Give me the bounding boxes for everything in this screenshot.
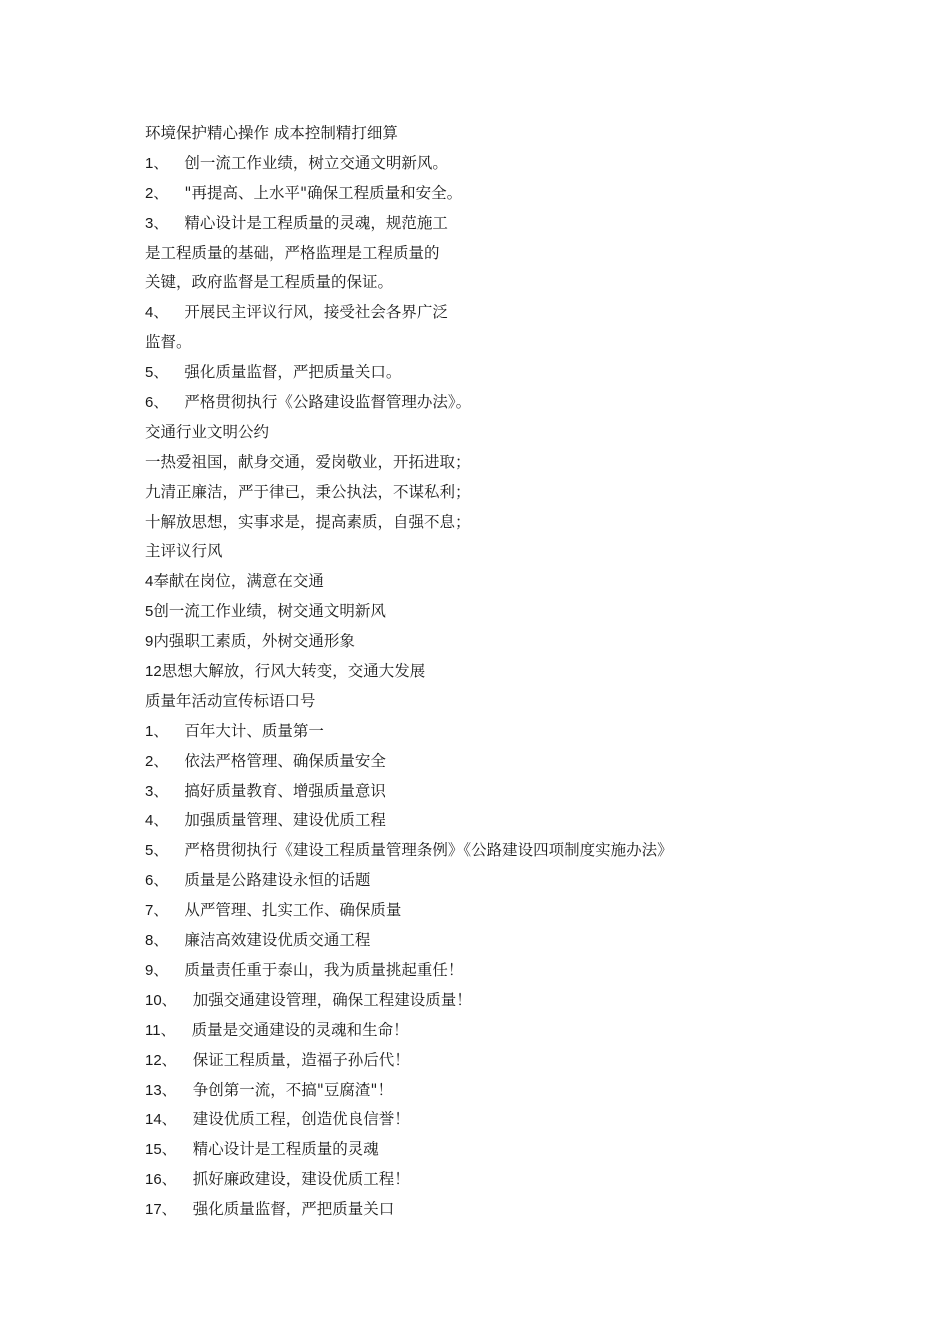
text-line: [145, 508, 925, 538]
text-line: [145, 687, 925, 717]
line-text: 十解放思想，实事求是，提高素质，自强不息；: [145, 512, 471, 531]
line-number: 17、: [145, 1201, 177, 1219]
line-text: 搞好质量教育、增强质量意识: [184, 781, 386, 800]
text-line: [145, 448, 925, 478]
text-line: [145, 328, 925, 358]
line-text: 质量是公路建设永恒的话题: [184, 871, 371, 890]
line-text: "再提高、上水平"确保工程质量和安全。: [184, 183, 463, 202]
line-text: 百年大计、质量第一: [184, 721, 324, 740]
text-line: [145, 1046, 925, 1076]
text-line: [145, 209, 925, 239]
text-line: [145, 478, 925, 508]
text-line: [145, 119, 925, 149]
text-line: [145, 1105, 925, 1135]
line-text: 一热爱祖国，献身交通，爱岗敬业，开拓进取；: [145, 452, 471, 471]
line-number: 16、: [145, 1171, 177, 1189]
text-line: [145, 388, 925, 418]
line-number: 10、: [145, 991, 177, 1009]
document-body: [145, 119, 925, 1225]
line-number: 1、: [145, 154, 169, 172]
line-text: 精心设计是工程质量的灵魂，规范施工: [184, 213, 448, 232]
text-line: [145, 298, 925, 328]
line-text: 精心设计是工程质量的灵魂: [192, 1140, 379, 1159]
line-text: 奉献在岗位，满意在交通: [153, 572, 324, 591]
text-line: [145, 1135, 925, 1165]
line-text: 质量年活动宣传标语口号: [145, 691, 316, 710]
line-text: 是工程质量的基础，严格监理是工程质量的: [145, 243, 440, 262]
text-line: [145, 179, 925, 209]
line-text: 建设优质工程，创造优良信誉！: [192, 1110, 410, 1129]
line-text: 争创第一流，不搞"豆腐渣"！: [192, 1080, 393, 1099]
line-number: 1、: [145, 722, 169, 740]
line-number: 2、: [145, 184, 169, 202]
line-number: 6、: [145, 872, 169, 890]
text-line: [145, 537, 925, 567]
line-text: 监督。: [145, 333, 192, 352]
line-number: 14、: [145, 1111, 177, 1129]
line-number: 5、: [145, 842, 169, 860]
text-line: [145, 1076, 925, 1106]
line-number: 12、: [145, 1051, 177, 1069]
line-text: 质量责任重于泰山，我为质量挑起重任！: [184, 960, 464, 979]
line-text: 保证工程质量，造福子孙后代！: [192, 1050, 410, 1069]
line-text: 加强质量管理、建设优质工程: [184, 811, 386, 830]
line-number: 5、: [145, 364, 169, 382]
line-number: 4、: [145, 812, 169, 830]
line-text: 严格贯彻执行《建设工程质量管理条例》《公路建设四项制度实施办法》: [184, 841, 673, 860]
line-number: 5: [145, 603, 154, 621]
text-line: [145, 597, 925, 627]
line-text: 质量是交通建设的灵魂和生命！: [191, 1020, 409, 1039]
line-text: 依法严格管理、确保质量安全: [184, 751, 386, 770]
line-number: 6、: [145, 394, 169, 412]
line-number: 9: [145, 633, 154, 651]
text-line: [145, 657, 925, 687]
text-line: [145, 1016, 925, 1046]
line-number: 15、: [145, 1141, 177, 1159]
line-text: 环境保护精心操作 成本控制精打细算: [145, 124, 398, 142]
line-number: 7、: [145, 902, 169, 920]
text-line: [145, 239, 925, 269]
text-line: [145, 956, 925, 986]
line-text: 强化质量监督，严把质量关口: [192, 1200, 395, 1219]
line-text: 九清正廉洁，严于律已，秉公执法，不谋私利；: [145, 482, 471, 501]
line-number: 11、: [145, 1021, 176, 1039]
line-text: 加强交通建设管理，确保工程建设质量！: [192, 990, 472, 1009]
line-number: 4、: [145, 304, 169, 322]
text-line: [145, 986, 925, 1016]
text-line: [145, 149, 925, 179]
line-number: 8、: [145, 932, 169, 950]
line-number: 3、: [145, 214, 169, 232]
line-text: 交通行业文明公约: [145, 422, 270, 441]
line-number: 13、: [145, 1081, 177, 1099]
text-line: [145, 896, 925, 926]
text-line: [145, 806, 925, 836]
line-text: 创一流工作业绩，树立交通文明新风。: [184, 153, 448, 172]
text-line: [145, 717, 925, 747]
line-number: 2、: [145, 752, 169, 770]
line-text: 关键，政府监督是工程质量的保证。: [145, 273, 394, 292]
line-number: 3、: [145, 782, 169, 800]
text-line: [145, 836, 925, 866]
line-text: 从严管理、扎实工作、确保质量: [184, 901, 402, 920]
line-text: 强化质量监督，严把质量关口。: [184, 363, 402, 382]
line-text: 开展民主评议行风，接受社会各界广泛: [184, 303, 448, 322]
text-line: [145, 926, 925, 956]
line-text: 严格贯彻执行《公路建设监督管理办法》。: [184, 393, 472, 412]
line-text: 内强职工素质，外树交通形象: [153, 632, 355, 651]
line-text: 主评议行风: [145, 542, 223, 561]
line-number: 12: [145, 663, 162, 681]
text-line: [145, 358, 925, 388]
line-text: 廉洁高效建设优质交通工程: [184, 931, 371, 950]
text-line: [145, 418, 925, 448]
line-number: 9、: [145, 961, 169, 979]
text-line: [145, 567, 925, 597]
line-text: 思想大解放，行风大转变，交通大发展: [161, 662, 426, 681]
line-number: 4: [145, 573, 154, 591]
text-line: [145, 777, 925, 807]
text-line: [145, 1195, 925, 1225]
line-text: 创一流工作业绩，树交通文明新风: [153, 602, 386, 621]
text-line: [145, 627, 925, 657]
text-line: [145, 268, 925, 298]
text-line: [145, 1165, 925, 1195]
text-line: [145, 866, 925, 896]
line-text: 抓好廉政建设，建设优质工程！: [192, 1170, 410, 1189]
text-line: [145, 747, 925, 777]
